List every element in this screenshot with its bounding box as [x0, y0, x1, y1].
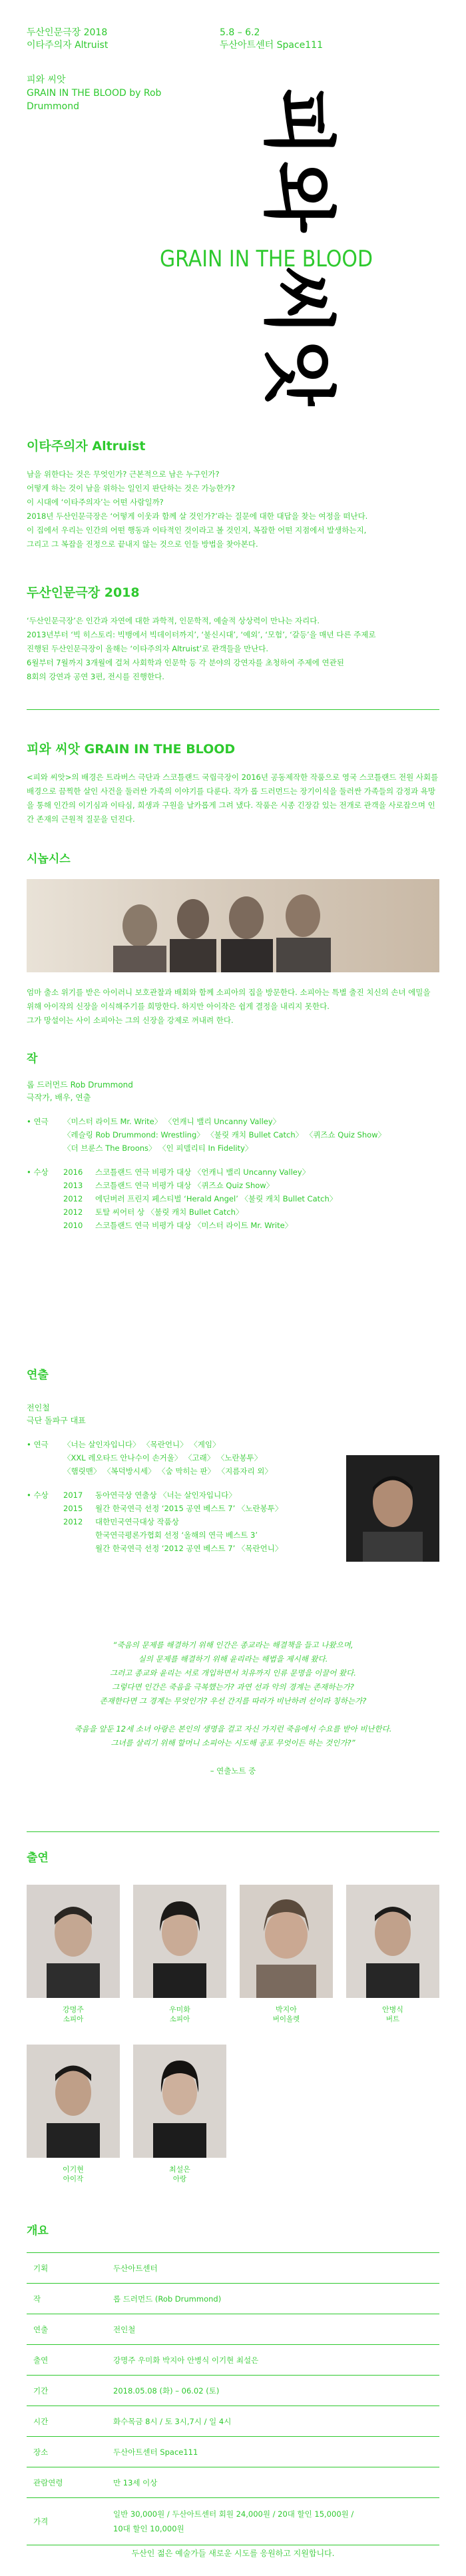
overview-value: 2018.05.08 (화) – 06.02 (토): [107, 2376, 439, 2406]
award-text: 월간 한국연극 선정 ‘2015 공연 베스트 7’ 〈노란봉투〉: [95, 1504, 283, 1513]
table-row: [27, 2284, 439, 2314]
award-year: [63, 1528, 95, 1542]
cast-photo: [133, 2045, 226, 2158]
director-quote: [27, 1638, 439, 1778]
cast-name: 박지아: [276, 2005, 297, 2014]
table-row: [27, 2406, 439, 2437]
altruist-body: 남을 위한다는 것은 무엇인가? 근본적으로 남은 누구인가? 어떻게 하는 것이 남을 위하는 일인지 판단하는 것은 가능한가? 이 시대에 ‘이타주의자’는 어떤 사람일까? 2018년 두산인문극장은 ‘어떻게 이웃과 함께 살 것인가?’라는 질문에 대한 대답을 찾는 여정을 떠난다. 이 집에서 우리는 인간의 어떤 행동과 이타적인 것이라고 볼 것인지, 복잡한 어떤 지점에서 발생하는지, 그리고 그 복잡을 진정으로 끝내지 않는 것으로 인들 방법을 찾아본다.: [27, 470, 368, 549]
writer-work: 〈더 브룬스 The Broons〉 〈인 피델리티 In Fidelity〉: [63, 1143, 253, 1153]
writer-work: 〈레슬링 Rob Drummond: Wrestling〉 〈불릿 캐치 Bullet Catch〉 〈퀴즈쇼 Quiz Show〉: [63, 1130, 386, 1139]
cast-member: [133, 1885, 226, 2025]
festival-title: 두산인문극장 2018: [27, 27, 108, 38]
cast-name: 우미화: [169, 2005, 190, 2014]
doosan-section: [27, 583, 439, 684]
overview-value: 화수목금 8시 / 토 3시,7시 / 일 4시: [107, 2406, 439, 2437]
title-block: [27, 73, 173, 113]
writer-roles: 극작가, 배우, 연출: [27, 1093, 91, 1102]
quote-line: 그렇다면 인간은 죽음을 극복했는가? 과연 선과 악의 경계는 존재하는가?: [112, 1682, 354, 1692]
cast-heading: 출연: [27, 1851, 49, 1865]
director-works: [27, 1438, 340, 1478]
award-text: 스코틀랜드 연극 비평가 대상 〈미스터 라이트 Mr. Write〉: [95, 1221, 293, 1230]
overview-value: 강명주 우미화 박지아 안병식 이기현 최설은: [107, 2345, 439, 2376]
writer-section: [27, 1049, 439, 1232]
director-awards: [27, 1488, 340, 1555]
award-year: 2016: [63, 1167, 83, 1177]
director-awards-label: • 수상: [27, 1490, 49, 1500]
cast-member: [27, 1885, 120, 2025]
header: [27, 27, 439, 52]
play-title-ko: 피와 씨앗: [27, 75, 66, 85]
writer-works-label: • 연극: [27, 1117, 49, 1126]
award-text: 에딘버러 프린지 페스티벌 ‘Herald Angel’ 〈불릿 캐치 Bullet Catch〉: [95, 1194, 338, 1203]
table-row: [27, 2376, 439, 2406]
poster: [160, 87, 373, 406]
award-year: 2012: [63, 1207, 83, 1217]
director-heading: 연출: [27, 1369, 49, 1382]
overview-key: 작: [27, 2284, 107, 2314]
cast-photo: [133, 1885, 226, 1998]
cast-photo: [27, 2045, 120, 2158]
overview-key: 가격: [27, 2498, 107, 2545]
overview-key: 장소: [27, 2437, 107, 2467]
cast-member: [346, 1885, 439, 2025]
award-text: 스코틀랜드 연극 비평가 대상 〈언캐니 밸리 Uncanny Valley〉: [95, 1167, 310, 1177]
award-year: [63, 1542, 95, 1555]
quote-line: [27, 1708, 439, 1722]
cast-photo: [240, 1885, 333, 1998]
director-name: 전인철: [27, 1403, 50, 1413]
award-text: 한국연극평론가협회 선정 ‘올해의 연극 베스트 3’: [95, 1530, 258, 1540]
overview-key: 관람연령: [27, 2467, 107, 2498]
award-text: 토탈 씨어터 상 〈불릿 캐치 Bullet Catch〉: [95, 1207, 244, 1217]
cast-section: [27, 1848, 439, 1865]
award-year: 2017: [63, 1490, 83, 1500]
overview-key: 기간: [27, 2376, 107, 2406]
award-text: 동아연극상 연출상 〈너는 살인자입니다〉: [95, 1490, 236, 1500]
director-work: 〈너는 살인자입니다〉 〈목란언니〉 〈게임〉: [63, 1440, 220, 1449]
table-row: [27, 2467, 439, 2498]
altruist-section: [27, 436, 439, 551]
overview-value: 일반 30,000원 / 두산아트센터 회원 24,000원 / 20대 할인 15,000원 / 10대 할인 10,000원: [107, 2498, 439, 2545]
divider: [27, 1831, 439, 1832]
quote-line: [27, 1750, 439, 1764]
quote-line: 존재한다면 그 경계는 무엇인가? 우선 간지를 따라가 비난하려 선이라 칭하는가?: [99, 1696, 367, 1706]
writer-awards: [27, 1165, 439, 1232]
cast-member: [27, 2045, 120, 2184]
synopsis-section: [27, 849, 439, 866]
synopsis-photo: [27, 879, 439, 972]
overview-key: 연출: [27, 2314, 107, 2345]
cast-name: 안병식: [382, 2005, 403, 2014]
doosan-heading: 두산인문극장 2018: [27, 585, 140, 600]
overview-value: 롭 드러먼드 (Rob Drummond): [107, 2284, 439, 2314]
table-row: [27, 2498, 439, 2545]
award-year: 2010: [63, 1221, 83, 1230]
cast-photo: [346, 1885, 439, 1998]
overview-value: 두산아트센터: [107, 2253, 439, 2284]
synopsis-heading: 시놉시스: [27, 852, 71, 866]
cast-member: [133, 2045, 226, 2184]
cast-role: 버이올렛: [272, 2015, 300, 2023]
director-work: 〈XXL 레오타드 안나수이 손거울〉 〈고래〉 〈노란봉투〉: [63, 1453, 262, 1462]
award-year: 2015: [63, 1504, 83, 1513]
overview-key: 시간: [27, 2406, 107, 2437]
table-row: [27, 2253, 439, 2284]
festival-venue: 두산아트센터 Space111: [220, 40, 323, 51]
award-year: 2012: [63, 1194, 83, 1203]
cast-photo: [27, 1885, 120, 1998]
overview-value: 만 13세 이상: [107, 2467, 439, 2498]
overview-key: 출연: [27, 2345, 107, 2376]
quote-line: 그러고 종교와 윤리는 서로 개입하면서 치유까지 인류 문명을 이끌어 왔다.: [110, 1668, 356, 1678]
cast-role: 버트: [385, 2015, 400, 2023]
cast-name: 최설은: [169, 2165, 190, 2174]
synopsis-text: [27, 986, 439, 1028]
quote-line: “죽음의 문제를 해결하기 위해 인간은 종교라는 해결책을 들고 나왔으며,: [113, 1640, 353, 1650]
divider: [27, 709, 439, 710]
overview-heading: 개요: [27, 2224, 49, 2238]
table-row: [27, 2437, 439, 2467]
play-heading: 피와 씨앗 GRAIN IN THE BLOOD: [27, 742, 236, 757]
award-text: 스코틀랜드 연극 비평가 대상 〈퀴즈쇼 Quiz Show〉: [95, 1181, 274, 1190]
director-roles: 극단 돌파구 대표: [27, 1416, 86, 1425]
quote-line: 실의 문제를 해결하기 위해 윤리라는 해법을 제시해 왔다.: [138, 1654, 328, 1664]
poster-title-ko: 피와 씨앗: [256, 87, 341, 406]
play-section: [27, 739, 439, 826]
poster-title-en: GRAIN IN THE BLOOD: [160, 246, 373, 272]
cast-name: 강명주: [63, 2005, 84, 2014]
cast-role: 아랑: [172, 2175, 187, 2183]
writer-works: [27, 1115, 439, 1155]
play-title-en: GRAIN IN THE BLOOD by Rob Drummond: [27, 88, 162, 112]
synopsis-body: 엄마 출소 위기를 받은 아이러니 보호관찰과 배회와 함께 소피아의 집을 방문한다. 소피아는 특별 출진 치신의 손녀 에밀을 위해 아이작의 신장을 이식해주기를 희망한다. 하지만 아이작은 쉽게 결정을 내리지 못한다. 그가 망설이는 사이 소피아는 그의 신장을 강제로 꺼내려 한다.: [27, 988, 431, 1025]
quote-line: 죽음을 앞둔 12세 소녀 아랑은 본인의 생명을 걸고 자신 가지런 죽음에서 수요를 받아 비난한다.: [74, 1724, 392, 1734]
overview-key: 기획: [27, 2253, 107, 2284]
writer-work: 〈미스터 라이트 Mr. Write〉 〈언캐니 밸리 Uncanny Valley〉: [63, 1117, 281, 1126]
cast-role: 아이작: [63, 2175, 84, 2183]
overview-table: [27, 2252, 439, 2545]
play-body: <피와 씨앗>의 배경은 트라버스 극단과 스코틀랜드 국립극장이 2016년 공동제작한 작품으로 영국 스코틀랜드 전원 사회를 배경으로 끔찍한 살인 사건을 둘러싼 가족의 이야기를 다룬다. 작가 롭 드러먼드는 장기이식을 둘러싼 가족들의 감정과 욕망을 통해 인간의 이기심과 이타심, 희생과 구원을 날카롭게 그려 냈다. 작품은 시종 긴장감 있는 전개로 관객을 사로잡으며 인간 존재의 근원적 질문을 던진다.: [27, 773, 439, 824]
writer-awards-label: • 수상: [27, 1167, 49, 1177]
cast-role: 소피아: [63, 2015, 84, 2023]
writer-heading: 작: [27, 1052, 38, 1066]
doosan-body: ‘두산인문극장’은 인간과 자연에 대한 과학적, 인문학적, 예술적 상상력이 만나는 자리다. 2013년부터 ‘빅 히스토리: 빅뱅에서 빅데이터까지’, ‘불신시대’, ‘예외’, ‘모험’, ‘갈등’을 매년 다른 주제로 진행된 두산인문극장이 올해는 ‘이타주의자 Altruist’로 관객들을 만난다. 6월부터 7월까지 3개월에 걸쳐 사회학과 인문학 등 각 분야의 강연자를 초청하여 주제에 연관된 8회의 강연과 공연 3편, 전시를 진행한다.: [27, 616, 376, 681]
quote-line: 그녀를 살리기 위해 할머니 소피아는 시도해 공포 무엇이든 하는 것인가?”: [111, 1738, 355, 1748]
cast-member: [240, 1885, 333, 2025]
award-year: 2013: [63, 1181, 83, 1190]
award-text: 대한민국연극대상 작품상: [95, 1517, 179, 1526]
altruist-heading: 이타주의자 Altruist: [27, 439, 146, 454]
table-row: [27, 2345, 439, 2376]
overview-section: [27, 2221, 439, 2545]
director-works-label: • 연극: [27, 1440, 49, 1449]
award-text: 월간 한국연극 선정 ‘2012 공연 베스트 7’ 〈목란언니〉: [95, 1544, 283, 1553]
footer-note: 두산인 젊은 예술가들 새로운 시도를 응원하고 지원합니다.: [131, 2549, 335, 2558]
cast-role: 소피아: [169, 2015, 190, 2023]
festival-dates: 5.8 – 6.2: [220, 27, 260, 38]
director-portrait: [346, 1455, 439, 1562]
quote-attribution: – 연출노트 중: [210, 1766, 256, 1775]
poster-artwork: [160, 87, 373, 406]
overview-value: 두산아트센터 Space111: [107, 2437, 439, 2467]
overview-value: 전인철: [107, 2314, 439, 2345]
cast-name: 이기현: [63, 2165, 84, 2174]
festival-subtitle: 이타주의자 Altruist: [27, 40, 109, 51]
writer-name: 롭 드러먼드 Rob Drummond: [27, 1080, 133, 1090]
award-year: 2012: [63, 1517, 83, 1526]
table-row: [27, 2314, 439, 2345]
director-work: 〈햄릿맨〉 〈복덕방시세〉 〈숨 막히는 판〉 〈지름자리 외〉: [63, 1466, 272, 1476]
